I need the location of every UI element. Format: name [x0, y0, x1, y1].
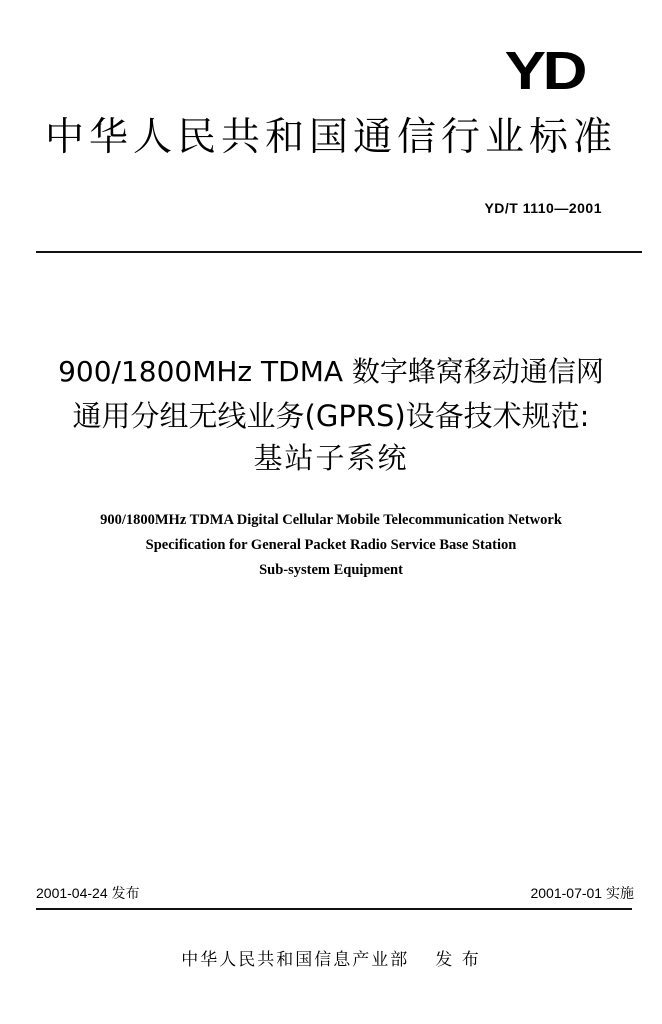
standard-code: YD/T 1110—2001 — [484, 200, 602, 216]
yd-logo: YD — [504, 41, 584, 101]
issuer-action: 发 布 — [435, 950, 481, 970]
issue-date: 2001-04-24 发布 — [36, 885, 140, 901]
issuer-name: 中华人民共和国信息产业部 — [181, 950, 410, 970]
title-cn-line-3: 基站子系统 — [253, 441, 409, 475]
title-en-line-1: 900/1800MHz TDMA Digital Cellular Mobile Telecommunication Network — [100, 512, 562, 528]
bottom-divider — [36, 908, 632, 910]
title-cn-line-2: 通用分组无线业务(GPRS)设备技术规范: — [72, 399, 590, 433]
title-en-line-3: Sub-system Equipment — [259, 562, 403, 578]
issuer-line — [0, 945, 662, 970]
top-divider — [36, 251, 642, 253]
title-cn-line-1: 900/1800MHz TDMA 数字蜂窝移动通信网 — [58, 355, 604, 388]
implement-date: 2001-07-01 实施 — [530, 885, 634, 901]
standard-title: 中华人民共和国通信行业标准 — [44, 115, 617, 160]
title-en-line-2: Specification for General Packet Radio Service Base Station — [145, 537, 517, 553]
